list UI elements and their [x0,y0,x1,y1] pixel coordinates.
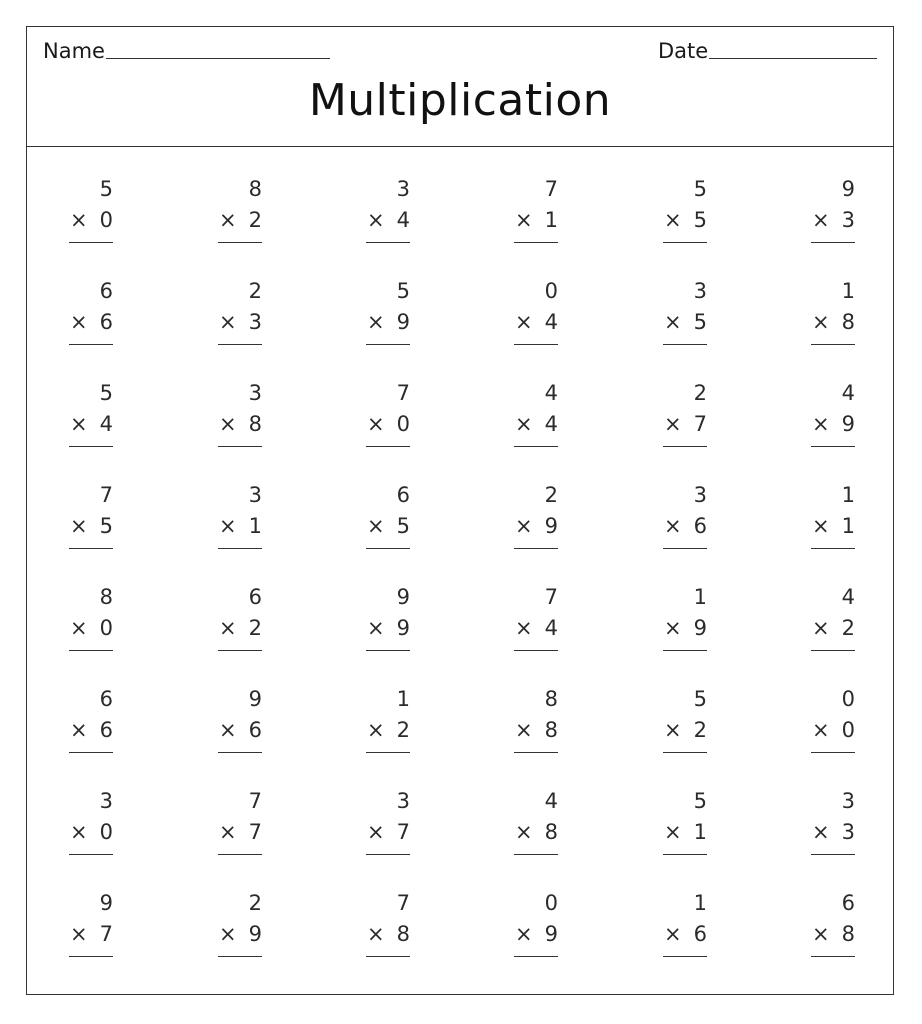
times-sign: × [367,412,385,436]
multiplicand: 5 [693,687,707,711]
times-sign: × [812,208,830,232]
problem-item [663,687,707,777]
times-sign: × [812,820,830,844]
answer-line[interactable] [514,854,558,855]
multiplicand: 1 [841,483,855,507]
times-sign: × [515,310,533,334]
multiplier: 1 [544,208,558,232]
problem-item [69,687,113,777]
multiplicand: 7 [544,585,558,609]
times-sign: × [664,820,682,844]
answer-line[interactable] [514,650,558,651]
answer-line[interactable] [663,650,707,651]
multiplicand: 3 [396,789,410,813]
times-sign: × [515,718,533,742]
multiplier: 9 [396,310,410,334]
problem-item [811,381,855,471]
answer-line[interactable] [366,956,410,957]
multiplier: 2 [693,718,707,742]
times-sign: × [70,208,88,232]
answer-line[interactable] [218,344,262,345]
problem-item [514,585,558,675]
problem-item [366,483,410,573]
multiplicand: 1 [396,687,410,711]
times-sign: × [219,310,237,334]
multiplier: 0 [396,412,410,436]
problem-item [69,381,113,471]
problem-item [366,891,410,981]
multiplicand: 0 [544,279,558,303]
problem-item [218,381,262,471]
multiplicand: 8 [248,177,262,201]
problem-item [811,279,855,369]
multiplier: 3 [841,208,855,232]
multiplicand: 5 [99,381,113,405]
multiplicand: 7 [99,483,113,507]
multiplier: 4 [544,616,558,640]
answer-line[interactable] [366,854,410,855]
name-label: Name [43,39,105,63]
multiplicand: 9 [841,177,855,201]
multiplier: 1 [248,514,262,538]
problem-item [69,483,113,573]
answer-line[interactable] [663,446,707,447]
times-sign: × [515,208,533,232]
multiplier: 7 [248,820,262,844]
answer-line[interactable] [514,344,558,345]
answer-line[interactable] [811,854,855,855]
answer-line[interactable] [69,956,113,957]
multiplier: 5 [693,208,707,232]
multiplier: 1 [693,820,707,844]
times-sign: × [219,718,237,742]
date-label: Date [658,39,709,63]
problem-item [514,789,558,879]
multiplicand: 4 [841,585,855,609]
times-sign: × [812,310,830,334]
multiplier: 6 [693,922,707,946]
answer-line[interactable] [514,956,558,957]
problem-item [218,177,262,267]
times-sign: × [219,412,237,436]
multiplicand: 1 [693,585,707,609]
multiplier: 6 [248,718,262,742]
answer-line[interactable] [514,548,558,549]
answer-line[interactable] [663,752,707,753]
multiplier: 8 [841,310,855,334]
date-field[interactable] [658,39,877,63]
problem-item [663,891,707,981]
times-sign: × [219,208,237,232]
multiplier: 9 [544,922,558,946]
multiplicand: 3 [99,789,113,813]
multiplicand: 2 [693,381,707,405]
multiplier: 3 [841,820,855,844]
problem-item [663,279,707,369]
multiplicand: 0 [544,891,558,915]
multiplier: 8 [248,412,262,436]
times-sign: × [70,820,88,844]
multiplicand: 2 [248,891,262,915]
answer-line[interactable] [218,548,262,549]
answer-line[interactable] [811,242,855,243]
multiplier: 3 [248,310,262,334]
times-sign: × [515,820,533,844]
problem-item [811,177,855,267]
times-sign: × [367,718,385,742]
multiplier: 2 [396,718,410,742]
multiplicand: 8 [99,585,113,609]
multiplicand: 7 [396,381,410,405]
answer-line[interactable] [69,344,113,345]
times-sign: × [664,616,682,640]
problem-item [514,687,558,777]
multiplier: 4 [544,310,558,334]
times-sign: × [812,922,830,946]
answer-line[interactable] [69,242,113,243]
answer-line[interactable] [811,344,855,345]
problem-item [69,177,113,267]
times-sign: × [70,616,88,640]
multiplier: 4 [99,412,113,436]
times-sign: × [219,616,237,640]
multiplicand: 3 [248,381,262,405]
times-sign: × [812,514,830,538]
times-sign: × [664,310,682,334]
answer-line[interactable] [218,956,262,957]
answer-line[interactable] [218,446,262,447]
problem-item [514,381,558,471]
multiplicand: 0 [841,687,855,711]
worksheet-title: Multiplication [308,75,612,126]
problem-item [811,789,855,879]
multiplicand: 6 [99,279,113,303]
multiplier: 9 [544,514,558,538]
multiplicand: 5 [693,177,707,201]
times-sign: × [664,514,682,538]
multiplicand: 3 [693,279,707,303]
answer-line[interactable] [811,650,855,651]
answer-line[interactable] [811,752,855,753]
multiplier: 9 [693,616,707,640]
multiplier: 2 [841,616,855,640]
multiplicand: 3 [841,789,855,813]
multiplier: 7 [693,412,707,436]
answer-line[interactable] [366,344,410,345]
times-sign: × [812,616,830,640]
multiplier: 9 [841,412,855,436]
answer-line[interactable] [514,446,558,447]
multiplicand: 6 [248,585,262,609]
multiplier: 1 [841,514,855,538]
multiplicand: 8 [544,687,558,711]
multiplicand: 5 [693,789,707,813]
problem-item [366,789,410,879]
times-sign: × [367,514,385,538]
multiplier: 7 [396,820,410,844]
times-sign: × [70,412,88,436]
multiplier: 5 [99,514,113,538]
multiplicand: 4 [841,381,855,405]
multiplicand: 1 [693,891,707,915]
problem-item [663,381,707,471]
answer-line[interactable] [366,548,410,549]
answer-line[interactable] [811,956,855,957]
multiplicand: 4 [544,381,558,405]
answer-line[interactable] [514,752,558,753]
times-sign: × [70,718,88,742]
answer-line[interactable] [663,242,707,243]
times-sign: × [367,820,385,844]
problem-item [514,177,558,267]
times-sign: × [367,208,385,232]
multiplicand: 2 [544,483,558,507]
multiplier: 8 [544,718,558,742]
times-sign: × [219,922,237,946]
times-sign: × [70,514,88,538]
multiplicand: 6 [396,483,410,507]
multiplicand: 6 [99,687,113,711]
answer-line[interactable] [218,854,262,855]
problem-item [663,177,707,267]
answer-line[interactable] [366,650,410,651]
times-sign: × [515,922,533,946]
problem-item [663,789,707,879]
multiplier: 6 [99,310,113,334]
problem-item [69,789,113,879]
times-sign: × [664,718,682,742]
answer-line[interactable] [366,446,410,447]
answer-line[interactable] [663,854,707,855]
problem-item [218,789,262,879]
answer-line[interactable] [663,548,707,549]
multiplier: 6 [99,718,113,742]
answer-line[interactable] [366,752,410,753]
answer-line[interactable] [663,344,707,345]
multiplier: 5 [693,310,707,334]
problem-item [218,279,262,369]
multiplier: 6 [693,514,707,538]
multiplicand: 9 [248,687,262,711]
answer-line[interactable] [69,854,113,855]
times-sign: × [515,616,533,640]
problem-item [811,687,855,777]
problem-item [366,381,410,471]
multiplicand: 4 [544,789,558,813]
multiplicand: 5 [396,279,410,303]
multiplier: 0 [841,718,855,742]
problem-item [811,891,855,981]
multiplicand: 3 [396,177,410,201]
problem-item [366,177,410,267]
times-sign: × [812,718,830,742]
date-blank-line[interactable] [709,58,877,59]
problem-item [514,891,558,981]
multiplicand: 7 [396,891,410,915]
problem-item [218,585,262,675]
worksheet-header [27,27,893,147]
multiplier: 2 [248,208,262,232]
times-sign: × [664,412,682,436]
multiplier: 0 [99,616,113,640]
multiplier: 2 [248,616,262,640]
multiplier: 8 [841,922,855,946]
times-sign: × [367,310,385,334]
problem-item [366,687,410,777]
problem-item [366,585,410,675]
worksheet [26,26,894,995]
problem-item [69,279,113,369]
answer-line[interactable] [514,242,558,243]
times-sign: × [664,208,682,232]
multiplicand: 3 [248,483,262,507]
times-sign: × [515,514,533,538]
problem-item [811,483,855,573]
answer-line[interactable] [218,752,262,753]
multiplicand: 7 [544,177,558,201]
answer-line[interactable] [366,242,410,243]
times-sign: × [367,922,385,946]
times-sign: × [515,412,533,436]
times-sign: × [664,922,682,946]
problem-item [663,585,707,675]
multiplier: 8 [396,922,410,946]
answer-line[interactable] [69,752,113,753]
problem-item [218,483,262,573]
problem-item [218,891,262,981]
multiplicand: 9 [99,891,113,915]
problem-item [811,585,855,675]
problem-item [663,483,707,573]
times-sign: × [219,514,237,538]
multiplier: 5 [396,514,410,538]
multiplicand: 2 [248,279,262,303]
multiplier: 0 [99,820,113,844]
answer-line[interactable] [69,650,113,651]
answer-line[interactable] [663,956,707,957]
name-field[interactable] [43,39,330,63]
multiplier: 0 [99,208,113,232]
times-sign: × [70,922,88,946]
multiplicand: 1 [841,279,855,303]
multiplier: 9 [396,616,410,640]
multiplier: 8 [544,820,558,844]
answer-line[interactable] [218,650,262,651]
problem-item [514,279,558,369]
answer-line[interactable] [811,446,855,447]
problem-item [366,279,410,369]
multiplier: 4 [544,412,558,436]
times-sign: × [219,820,237,844]
answer-line[interactable] [69,548,113,549]
answer-line[interactable] [811,548,855,549]
multiplier: 9 [248,922,262,946]
name-blank-line[interactable] [106,58,330,59]
multiplicand: 3 [693,483,707,507]
problem-item [69,585,113,675]
times-sign: × [70,310,88,334]
multiplicand: 9 [396,585,410,609]
problem-item [218,687,262,777]
problem-item [514,483,558,573]
times-sign: × [812,412,830,436]
times-sign: × [367,616,385,640]
answer-line[interactable] [69,446,113,447]
multiplicand: 6 [841,891,855,915]
problem-item [69,891,113,981]
multiplicand: 7 [248,789,262,813]
answer-line[interactable] [218,242,262,243]
multiplier: 4 [396,208,410,232]
multiplicand: 5 [99,177,113,201]
multiplier: 7 [99,922,113,946]
